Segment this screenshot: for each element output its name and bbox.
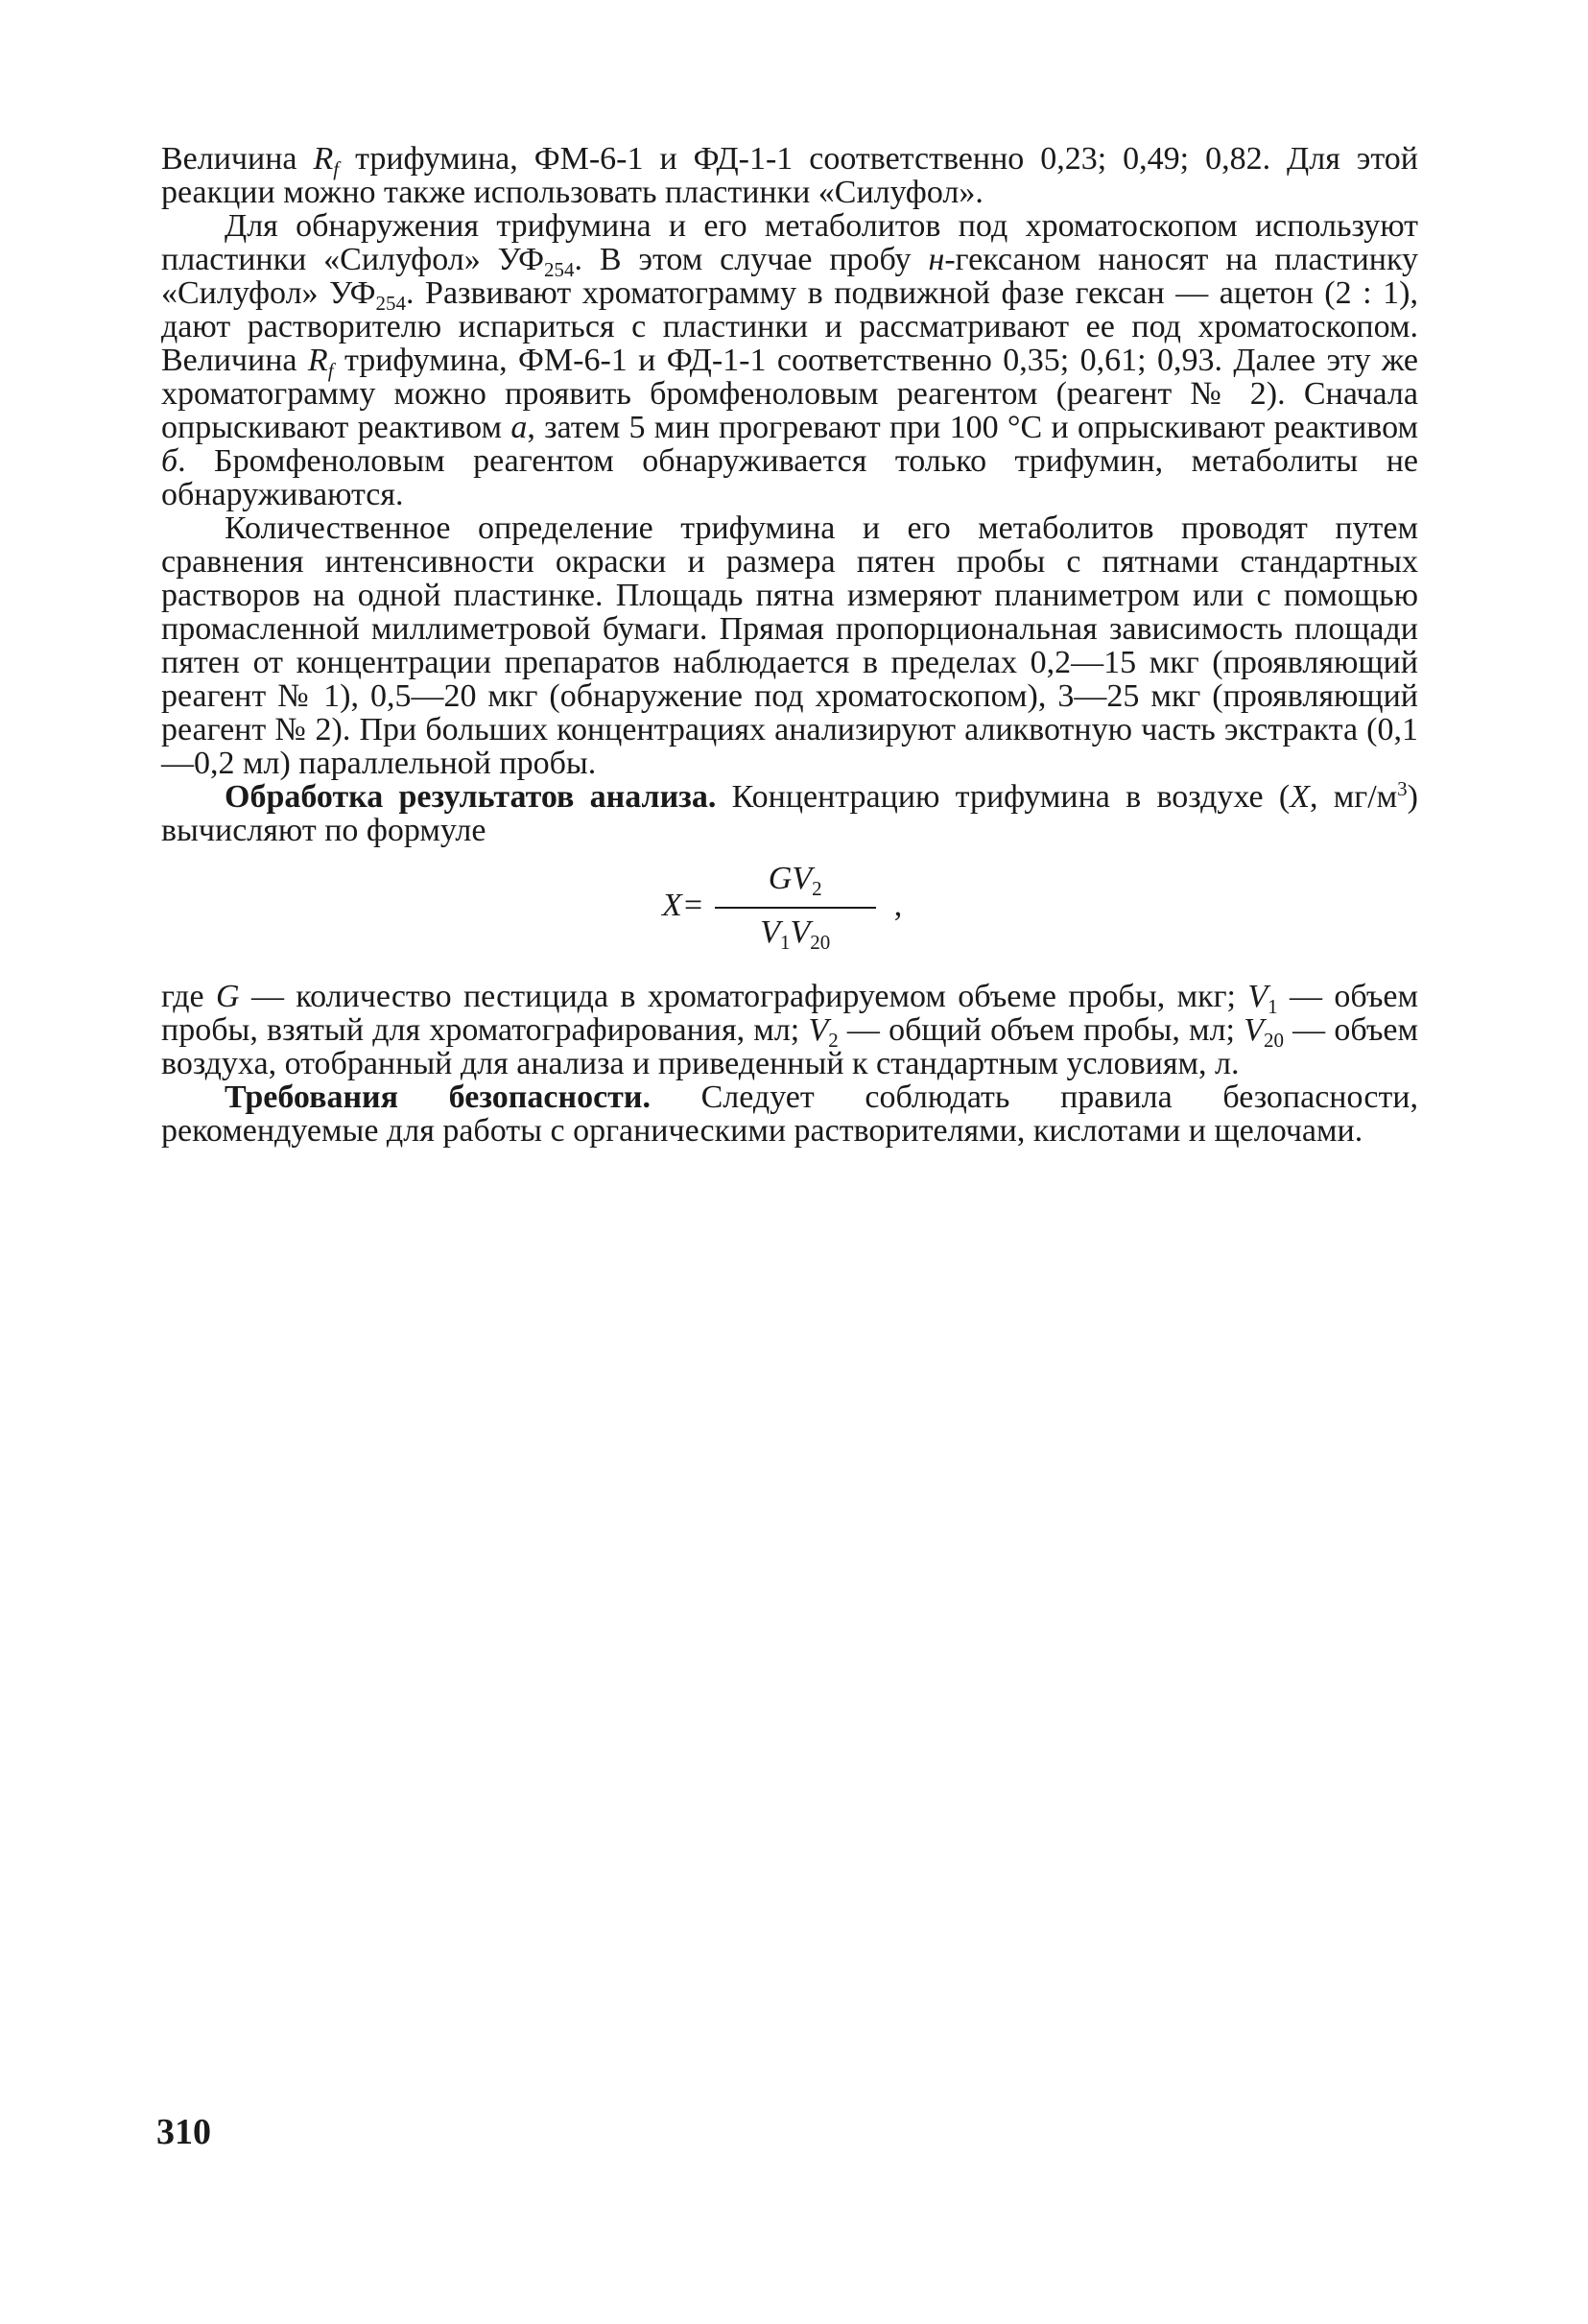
- text-run: Следует соблюдать правила безопасности, рекомендуемые для работы с органическими растворителями, кислотами и щелочами.: [161, 1079, 1418, 1149]
- italic-letter: а: [510, 410, 528, 445]
- formula-lhs: X=: [662, 888, 704, 923]
- text-run: . В этом случае пробу: [574, 242, 929, 277]
- italic-letter: V: [1247, 979, 1268, 1014]
- rf-subscript: f: [333, 157, 340, 180]
- italic-letter: б: [161, 443, 178, 479]
- formula-fraction: [714, 861, 877, 954]
- italic-letter: G: [216, 979, 240, 1014]
- text-run: — количество пестицида в хроматографируемом объеме пробы, мкг;: [239, 979, 1248, 1014]
- formula-numerator: $GV_2$: [768, 861, 822, 900]
- text-run: трифумина, ФМ-6-1 и ФД-1-1 соответственно 0,35; 0,61; 0,93. Далее эту же хроматограмму можно проявить бромфеноловым реагентом (реагент № 2). Сначала опрыскивают реактивом: [161, 343, 1419, 445]
- text-run: где: [161, 979, 217, 1014]
- subscript: 1: [1268, 995, 1278, 1018]
- subscript: 254: [544, 258, 575, 281]
- superscript: 3: [1397, 777, 1408, 800]
- paragraph-safety: [161, 1080, 1418, 1148]
- formula: [662, 861, 903, 954]
- text-run: — объем воздуха, отобранный для анализа и приведенный к стандартным условиям, л.: [161, 1012, 1419, 1081]
- italic-letter: V: [808, 1012, 829, 1048]
- rf-symbol: R: [313, 141, 334, 177]
- italic-letter: X: [1290, 779, 1310, 815]
- text-run: . Бромфеноловым реагентом обнаруживается только трифумин, метаболиты не обнаруживаются.: [161, 443, 1418, 512]
- text-run: Для обнаружения трифумина и его метаболитов под хроматоскопом используют пластинки «Силуфол» УФ: [161, 208, 1418, 277]
- subscript: 254: [375, 292, 406, 315]
- rf-symbol: R: [307, 343, 328, 378]
- text-run: Величина: [161, 141, 314, 177]
- section-heading: Обработка результатов анализа.: [225, 779, 717, 815]
- text-run: трифумина, ФМ-6-1 и ФД-1-1 соответственно 0,23; 0,49; 0,82. Для этой реакции можно также использовать пластинки «Силуфол».: [161, 141, 1418, 210]
- paragraph-results-processing: [161, 777, 1418, 848]
- text-run: . Развивают хроматограмму в подвижной фазе гексан — ацетон (2 : 1), дают растворителю испариться с пластинки и рассматривают ее под хроматоскопом. Величина: [161, 275, 1418, 378]
- text-run: , затем 5 мин прогревают при 100 °С и опрыскивают реактивом: [527, 410, 1418, 445]
- text-run: ) вычисляют по формуле: [161, 779, 1418, 848]
- formula-comma: ,: [893, 888, 903, 923]
- text-run: , мг/м: [1309, 779, 1398, 815]
- rf-subscript: f: [327, 359, 334, 382]
- page-number: 310: [156, 2112, 211, 2152]
- paragraph-quantitative: [161, 511, 1418, 780]
- section-heading: Требования безопасности.: [225, 1079, 651, 1115]
- text-run: -гексаном наносят на пластинку «Силуфол» УФ: [161, 242, 1418, 311]
- page-body: [161, 142, 1418, 1148]
- text-run: Концентрацию трифумина в воздухе (: [716, 779, 1291, 815]
- italic-letter: V: [1244, 1012, 1264, 1048]
- paragraph-rf-values: [161, 142, 1418, 209]
- paragraph-chromatoscope: [161, 209, 1418, 511]
- text-run: Количественное определение трифумина и его метаболитов проводят путем сравнения интенсивности окраски и размера пятен пробы с пятнами стандартных растворов на одной пластинке. Площадь пятна измеряют планиметром или с помощью промасленной миллиметровой бумаги. Прямая пропорциональная зависимость площади пятен от концентрации препаратов наблюдается в пределах 0,2—15 мкг (проявляющий реагент № 1), 0,5—20 мкг (обнаружение под хроматоскопом), 3—25 мкг (проявляющий реагент № 2). При больших концентрациях анализируют аликвотную часть экстракта (0,1—0,2 мл) параллельной пробы.: [161, 510, 1418, 781]
- formula-block: [161, 853, 1418, 980]
- subscript: 2: [828, 1029, 839, 1052]
- italic-letter: н: [928, 242, 945, 277]
- subscript: 20: [1263, 1029, 1284, 1052]
- text-run: — общий объем пробы, мл;: [838, 1012, 1244, 1048]
- text-run: — объем пробы, взятый для хроматографирования, мл;: [161, 979, 1419, 1048]
- formula-denominator: $V_1V_{20}$: [760, 914, 831, 954]
- paragraph-variable-definitions: [161, 980, 1418, 1080]
